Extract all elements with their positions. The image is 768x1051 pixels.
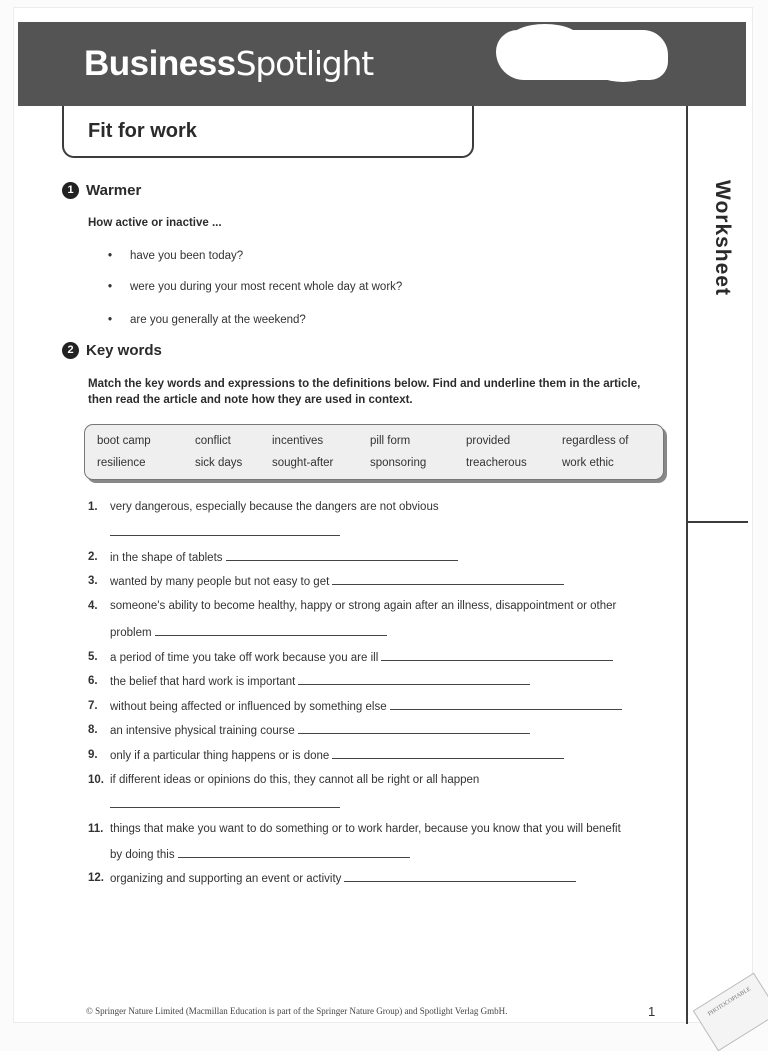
key-word: work ethic [562,457,614,469]
section-warmer-heading [62,182,141,199]
side-divider [686,106,688,1024]
worksheet-side-label: Worksheet [711,180,734,296]
warmer-prompt: How active or inactive ... [88,217,222,229]
answer-line[interactable] [332,749,564,759]
definition-item-continued: problem [110,626,387,639]
answer-line[interactable] [344,872,576,882]
side-tick [688,521,748,523]
key-word: sought-after [272,457,334,469]
redaction-mark [496,30,668,80]
photocopiable-stamp: PHOTOCOPIABLE [693,973,768,1051]
answer-line[interactable] [110,535,340,536]
section-number-badge: 2 [62,342,79,359]
key-word: conflict [195,435,231,447]
section-keywords-heading [62,342,162,359]
answer-line[interactable] [381,651,613,661]
warmer-bullet: • are you generally at the weekend? [108,314,306,326]
worksheet-page [14,8,752,1022]
title-box [62,106,474,158]
key-word: sponsoring [370,457,427,469]
key-word: sick days [195,457,243,469]
key-words-box [84,424,664,480]
answer-line[interactable] [390,700,622,710]
answer-line[interactable] [298,675,530,685]
key-word: boot camp [97,435,151,447]
brand-logo: BusinessSpotlight [84,44,373,83]
key-word: regardless of [562,435,629,447]
answer-line[interactable] [110,807,340,808]
answer-line[interactable] [226,551,458,561]
section-title: Warmer [86,182,142,199]
warmer-bullet: • were you during your most recent whole day at work? [108,281,403,293]
page-number: 1 [648,1004,656,1019]
section-number-badge: 1 [62,182,79,199]
section-title: Key words [86,342,162,359]
key-word: provided [466,435,511,447]
key-word: treacherous [466,457,527,469]
answer-line[interactable] [178,848,410,858]
definition-item-continued: by doing this [110,848,410,861]
answer-line[interactable] [332,575,564,585]
keywords-instruction: Match the key words and expressions to the definitions below. Find and underline them in the article, then read the article and note how they are used in context. [88,378,641,406]
warmer-bullet: • have you been today? [108,250,244,262]
copyright-footer: © Springer Nature Limited (Macmillan Education is part of the Springer Nature Group) and Spotlight Verlag GmbH. [86,1006,508,1016]
answer-line[interactable] [155,626,387,636]
key-word: incentives [272,435,324,447]
answer-line[interactable] [298,724,530,734]
page-title: Fit for work [88,120,197,142]
key-word: resilience [97,457,146,469]
key-word: pill form [370,435,411,447]
